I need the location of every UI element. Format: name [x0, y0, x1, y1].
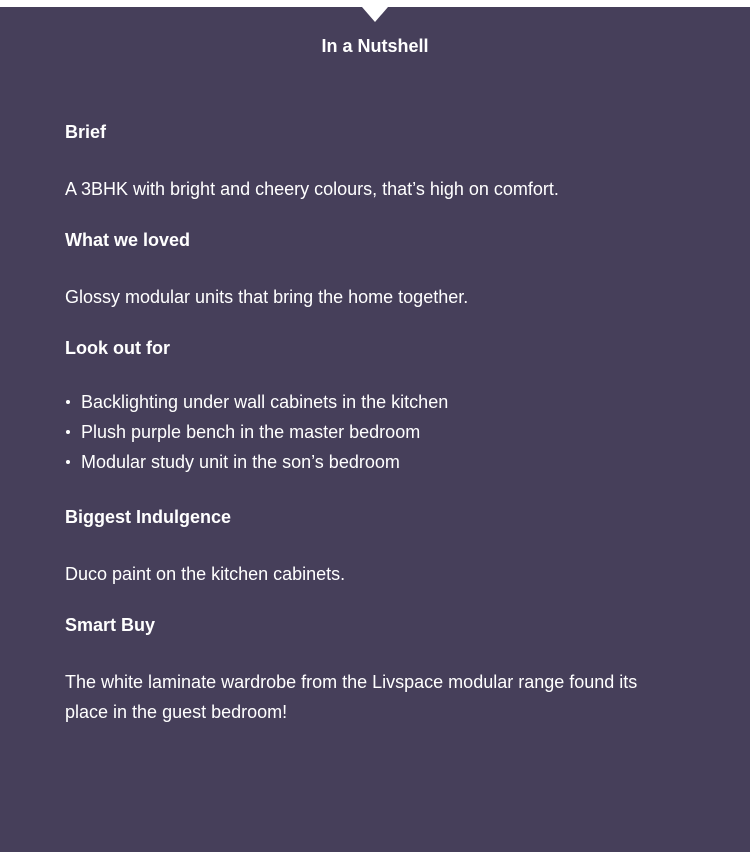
list-item: Modular study unit in the son’s bedroom — [65, 447, 685, 477]
pointer-notch — [362, 7, 388, 22]
list-item: Plush purple bench in the master bedroom — [65, 417, 685, 447]
indulgence-text: Duco paint on the kitchen cabinets. — [65, 564, 346, 584]
nutshell-content — [65, 120, 685, 727]
look-out-heading: Look out for — [65, 338, 170, 358]
brief-text: A 3BHK with bright and cheery colours, that’s high on comfort. — [65, 179, 559, 199]
indulgence-heading: Biggest Indulgence — [65, 507, 232, 527]
loved-heading: What we loved — [65, 230, 191, 250]
smart-buy-heading: Smart Buy — [65, 615, 156, 635]
panel-title: In a Nutshell — [321, 36, 429, 56]
brief-heading: Brief — [65, 122, 107, 142]
loved-text: Glossy modular units that bring the home together. — [65, 287, 469, 307]
look-out-list — [65, 387, 685, 477]
nutshell-panel — [0, 7, 750, 852]
smart-buy-text: The white laminate wardrobe from the Livspace modular range found its place in the guest bedroom! — [65, 672, 638, 722]
list-item: Backlighting under wall cabinets in the kitchen — [65, 387, 685, 417]
